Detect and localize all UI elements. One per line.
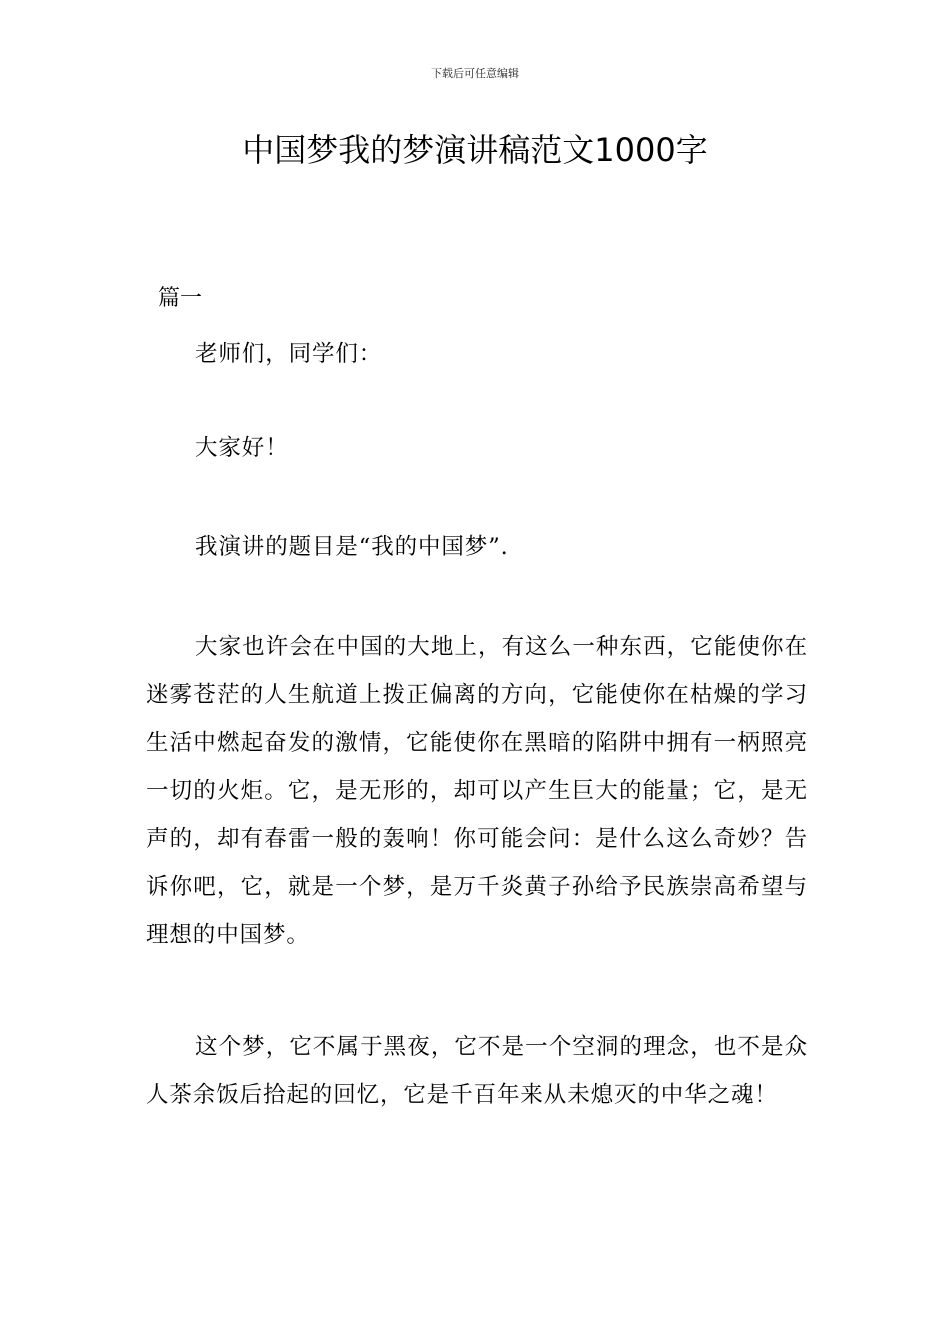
- paragraph-greeting: 大家好！: [195, 435, 289, 461]
- paragraph-topic: 我演讲的题目是“我的中国梦”.: [195, 534, 509, 560]
- header-note: 下载后可任意编辑: [431, 67, 519, 80]
- paragraph-salutation: 老师们，同学们：: [195, 341, 383, 367]
- document-title: 中国梦我的梦演讲稿范文1000字: [242, 131, 708, 169]
- paragraph-body-1: 大家也许会在中国的大地上，有这么一种东西，它能使你在迷雾苍茫的人生航道上拨正偏离的方向，它能使你在枯燥的学习生活中燃起奋发的激情，它能使你在黑暗的陷阱中拥有一柄照亮一切的火炬。它，是无形的，却可以产生巨大的能量；它，是无声的，却有春雷一般的轰响！你可能会问：是什么这么奇妙？告诉你吧，它，就是一个梦，是万千炎黄子孙给予民族崇高希望与理想的中国梦。: [146, 634, 808, 948]
- paragraph-body-2: 这个梦，它不属于黑夜，它不是一个空洞的理念，也不是众人茶余饭后拾起的回忆，它是千百年来从未熄灭的中华之魂！: [146, 1034, 808, 1108]
- section-label: 篇一: [158, 286, 203, 311]
